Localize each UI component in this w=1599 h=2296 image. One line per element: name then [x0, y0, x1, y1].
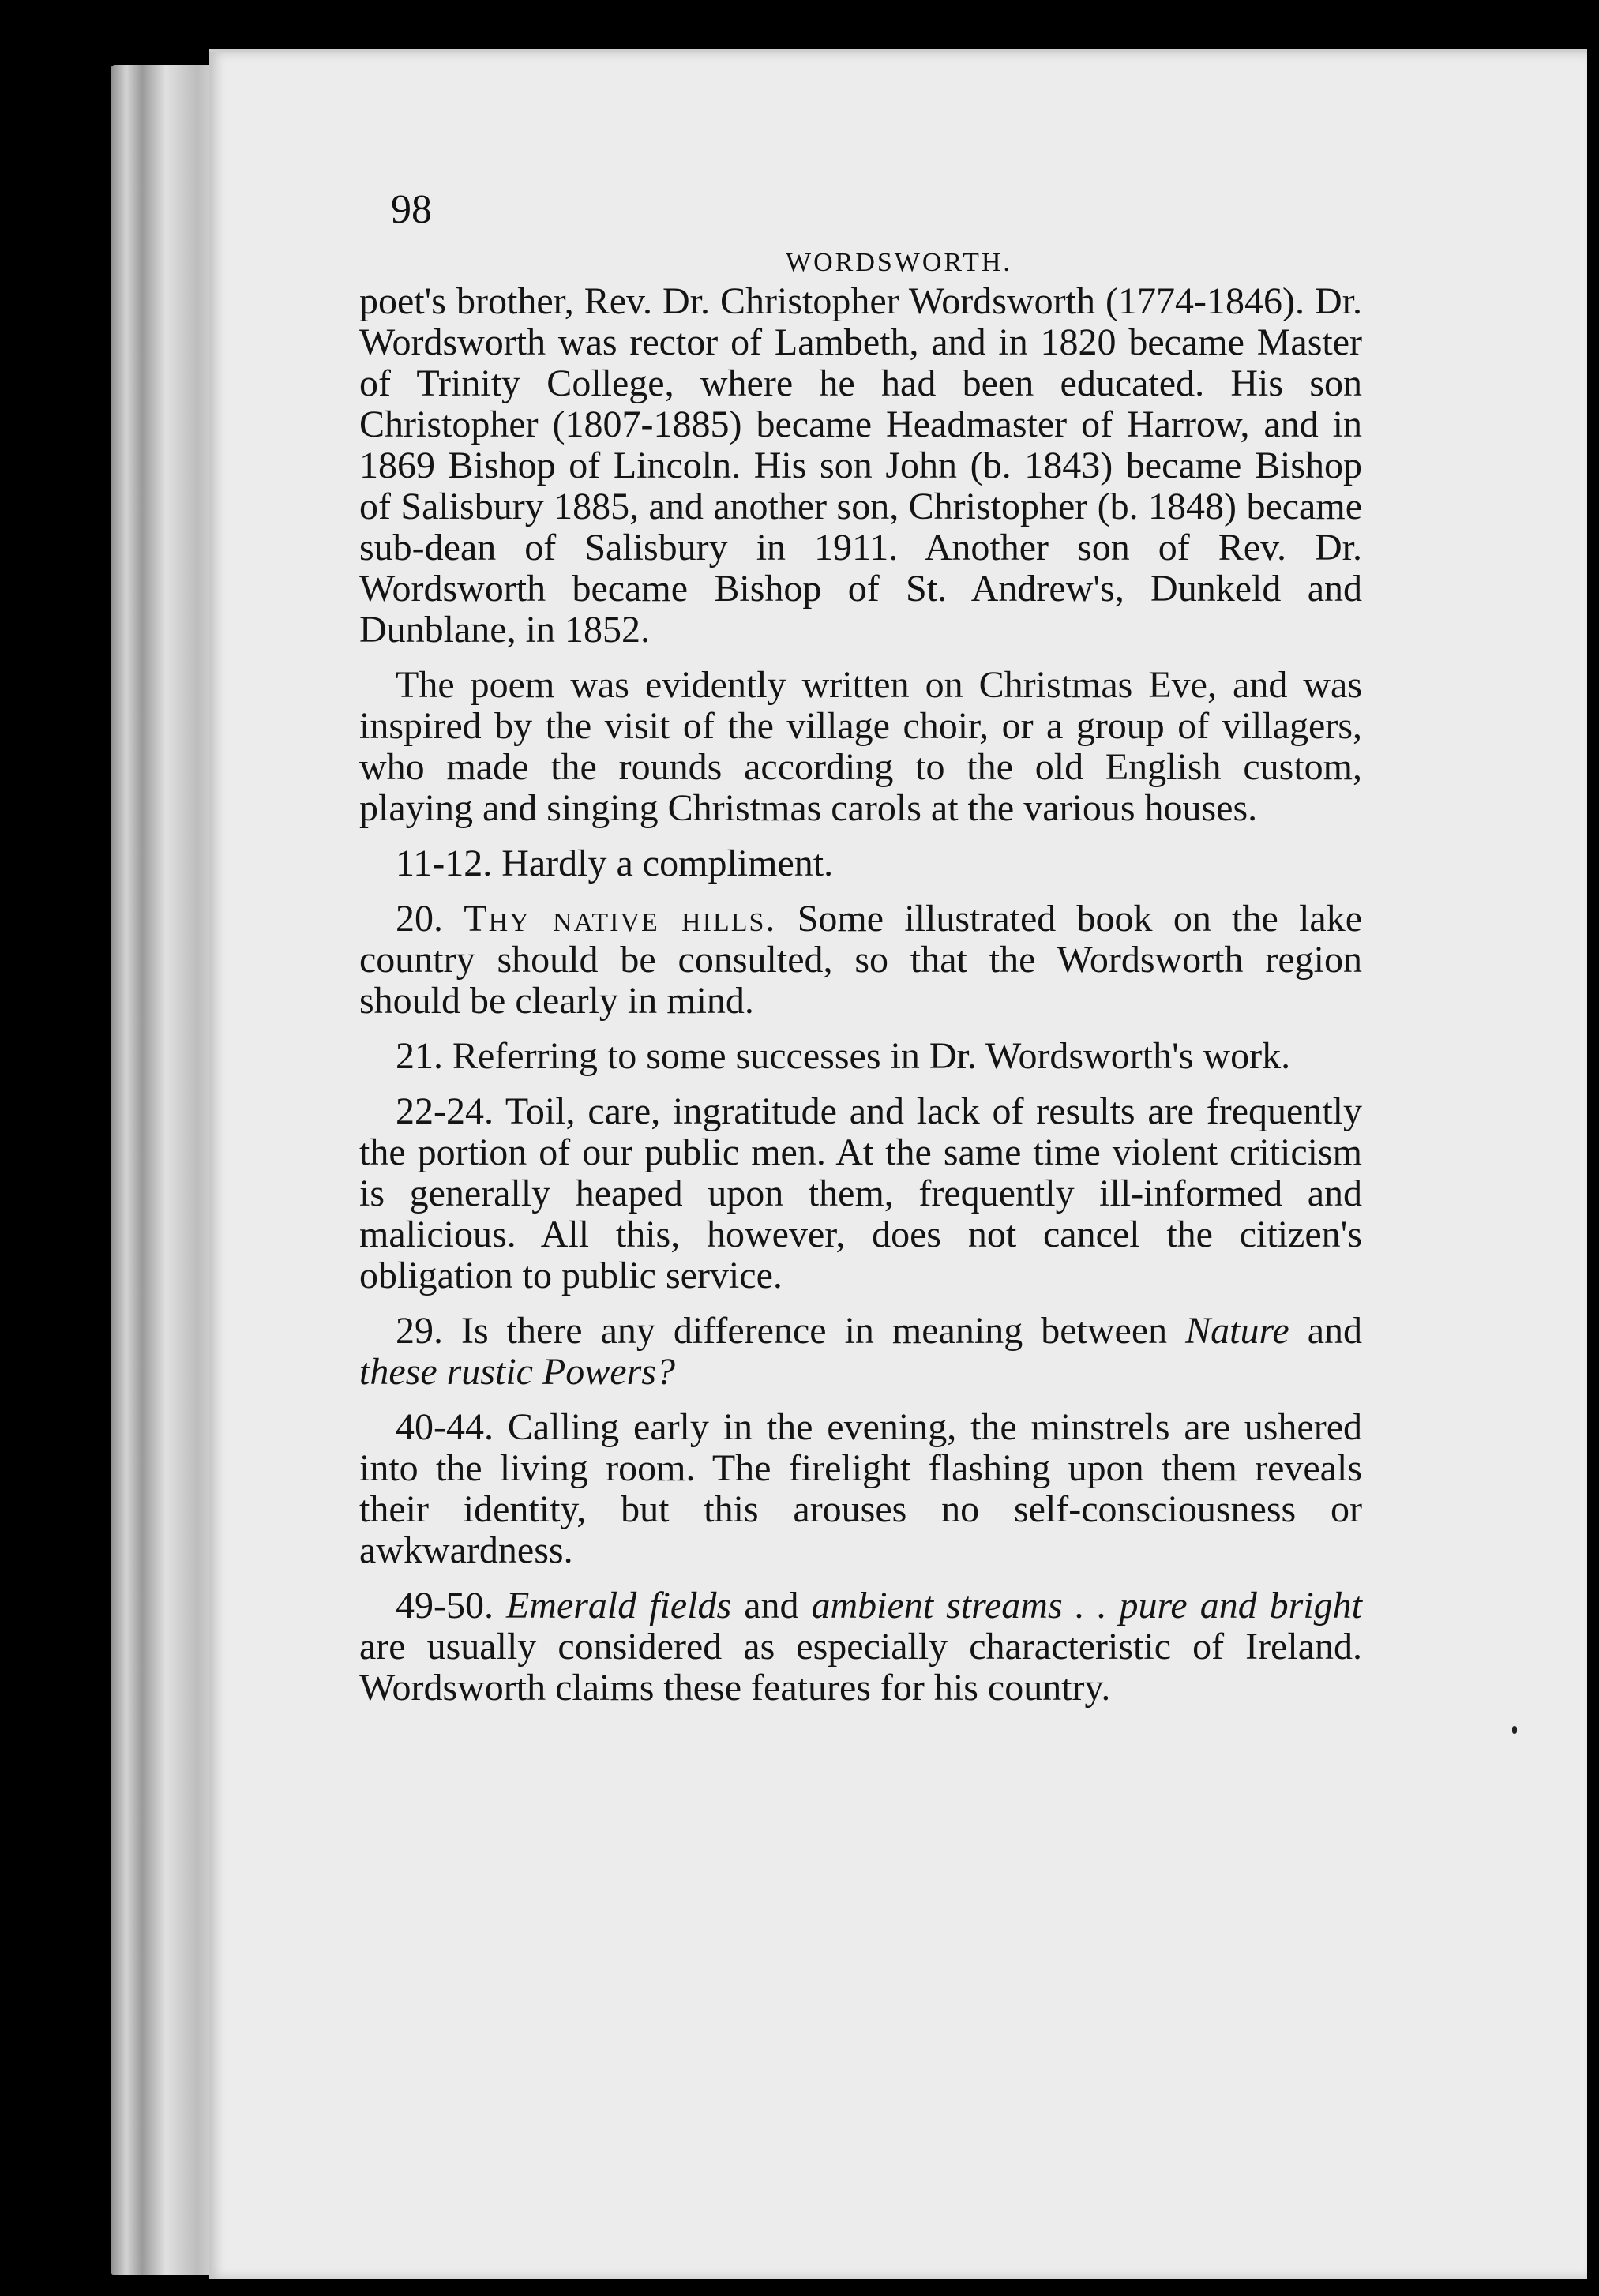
- note-text: Toil, care, ingratitude and lack of results are frequently the portion of our public men. At the same time violent criticism is generally heaped upon them, frequently ill-informed and malicious. All this, however, does not cancel the citizen's obligation to public service.: [359, 1090, 1363, 1296]
- running-head: [391, 178, 1496, 277]
- note-paragraph: [359, 1407, 1362, 1571]
- running-title: WORDSWORTH.: [786, 248, 1012, 277]
- note-text: and: [1307, 1310, 1363, 1352]
- note-paragraph: [359, 1311, 1362, 1393]
- note-italic-term: these rustic Powers?: [359, 1351, 675, 1393]
- note-italic-term: ambient streams . . pure and bright: [811, 1585, 1363, 1626]
- note-text: Calling early in the evening, the minstrels are ushered into the living room. The firelight flashing upon them reveals their identity, but this arouses no self-consciousness or awkwardness.: [359, 1406, 1363, 1571]
- note-text: Is there any difference in meaning between: [461, 1310, 1168, 1352]
- note-text: and: [744, 1585, 799, 1626]
- note-text: poet's brother, Rev. Dr. Christopher Wordsworth (1774-1846). Dr. Wordsworth was rector of Lambeth, and in 1820 became Master of Trinity College, where he had been educated. His son Christopher (1807-1885) became Headmaster of Harrow, and in 1869 Bishop of Lincoln. His son John (b. 1843) became Bishop of Salisbury 1885, and another son, Christopher (b. 1848) became sub-dean of Salisbury in 1911. Another son of Rev. Dr. Wordsworth became Bishop of St. Andrew's, Dunkeld and Dunblane, in 1852.: [359, 280, 1362, 651]
- note-paragraph: [359, 1585, 1362, 1709]
- note-paragraph: [359, 281, 1362, 651]
- note-italic-term: Nature: [1185, 1310, 1289, 1352]
- note-italic-term: Emerald fields: [505, 1585, 732, 1626]
- note-paragraph: [359, 1091, 1362, 1296]
- note-line-ref: 40-44.: [396, 1406, 494, 1448]
- notes-text: [359, 281, 1362, 1723]
- ink-speck: [1512, 1726, 1517, 1734]
- note-paragraph: [359, 665, 1362, 829]
- note-line-ref: 29.: [396, 1310, 443, 1352]
- note-line-ref: 11-12.: [396, 842, 493, 884]
- page-number: 98: [391, 187, 432, 232]
- note-text: The poem was evidently written on Christmas Eve, and was inspired by the visit of the village choir, or a group of villagers, who made the rounds according to the old English custom, playing and singing Christmas carols at the various houses.: [359, 664, 1362, 829]
- note-line-ref: 22-24.: [396, 1090, 494, 1132]
- note-text: Hardly a compliment.: [501, 842, 834, 884]
- note-quoted-phrase: Thy native hills.: [464, 898, 777, 940]
- note-line-ref: 20.: [396, 898, 443, 940]
- note-paragraph: [359, 843, 1362, 884]
- note-paragraph: [359, 1036, 1362, 1077]
- note-text: are usually considered as especially characteristic of Ireland. Wordsworth claims these features for his country.: [359, 1626, 1362, 1709]
- note-paragraph: [359, 899, 1362, 1022]
- note-line-ref: 21.: [396, 1035, 443, 1077]
- note-text: Referring to some successes in Dr. Wordsworth's work.: [452, 1035, 1291, 1077]
- note-text: Some illustrated book on the lake country should be consulted, so that the Wordsworth region should be clearly in mind.: [359, 898, 1363, 1022]
- note-line-ref: 49-50.: [396, 1585, 494, 1626]
- book-page: [209, 49, 1587, 2279]
